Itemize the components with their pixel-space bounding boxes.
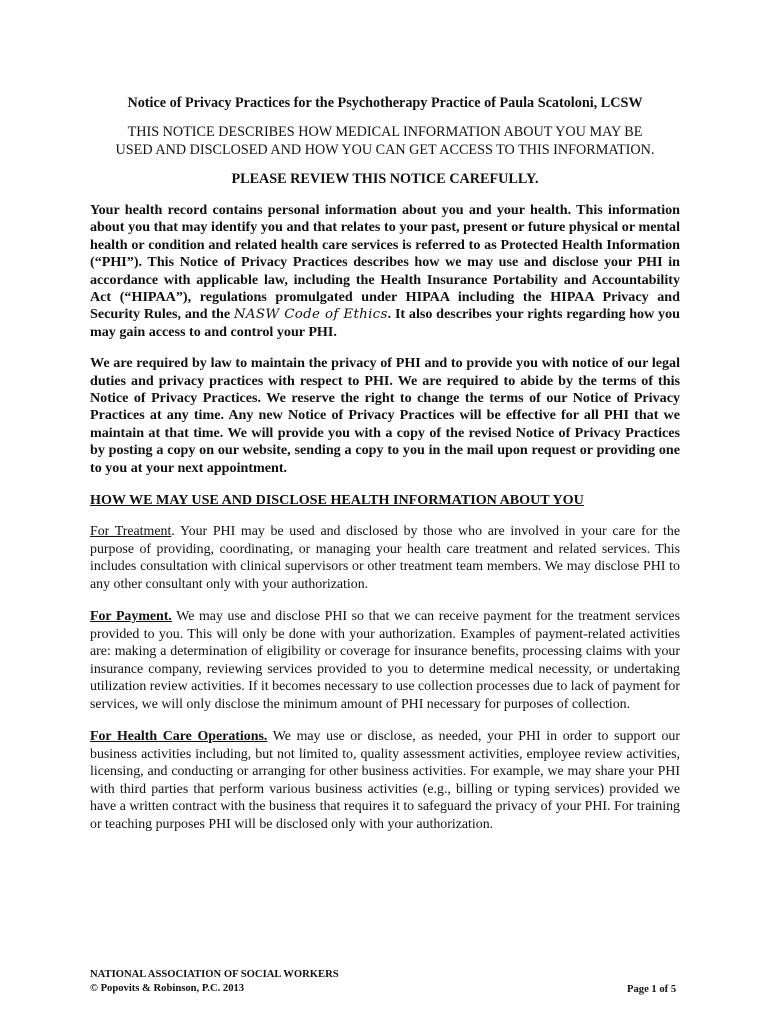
- payment-heading: For Payment.: [90, 609, 172, 625]
- document-body: [90, 94, 680, 848]
- payment-paragraph: [90, 608, 680, 713]
- operations-body: We may use or disclose, as needed, your PHI in order to support our business activities including, but not limited to, quality assessment activities, employee review activities, licensing, and conducting or arranging for other business activities. For example, we may share your PHI with third parties that perform various business activities (e.g., billing or typing services) provided we have a written contract with the business that requires it to safeguard the privacy of your PHI. For training or teaching purposes PHI will be disclosed only with your authorization.: [90, 729, 680, 832]
- document-title: Notice of Privacy Practices for the Psychotherapy Practice of Paula Scatoloni, LCSW: [127, 95, 643, 111]
- page-number: Page 1 of 5: [627, 984, 677, 995]
- review-instruction: PLEASE REVIEW THIS NOTICE CAREFULLY.: [231, 171, 539, 187]
- footer-credits: [90, 968, 339, 996]
- operations-heading: For Health Care Operations.: [90, 729, 268, 745]
- notice-statement: [90, 123, 680, 159]
- treatment-heading: For Treatment: [90, 524, 172, 540]
- notice-line-2: USED AND DISCLOSED AND HOW YOU CAN GET ACCESS TO THIS INFORMATION.: [115, 142, 655, 158]
- treatment-heading-period: .: [171, 524, 175, 540]
- intro-paragraph: [90, 202, 680, 341]
- footer-organization: NATIONAL ASSOCIATION OF SOCIAL WORKERS: [90, 969, 339, 980]
- treatment-paragraph: [90, 523, 680, 593]
- notice-line-1: THIS NOTICE DESCRIBES HOW MEDICAL INFORMATION ABOUT YOU MAY BE: [127, 124, 643, 140]
- nasw-code-of-ethics: NASW Code of Ethics: [233, 307, 388, 323]
- operations-paragraph: [90, 728, 680, 833]
- intro-text: Your health record contains personal information about you and your health. This information about you that may identify you and that relates to your past, present or future physical or mental health or condition and related health care services is referred to as Protected Health Information (“PHI”). This Notice of Privacy Practices describes how we may use and disclose your PHI in accordance with applicable law, including the Health Insurance Portability and Accountability Act (“HIPAA”), regulations promulgated under HIPAA including the HIPAA Privacy and Security Rules, and the: [90, 202, 680, 323]
- footer-copyright: © Popovits & Robinson, P.C. 2013: [90, 983, 245, 994]
- intro-text-end: . It also describes your rights regarding how you may gain access to and control your PHI.: [90, 306, 680, 340]
- payment-body: We may use and disclose PHI so that we can receive payment for the treatment services provided to you. This will only be done with your authorization. Examples of payment-related activities are: making a determination of eligibility or coverage for insurance benefits, processing claims with your insurance company, reviewing services provided to you to determine medical necessity, or undertaking utilization review activities. If it becomes necessary to use collection processes due to lack of payment for services, we will only disclose the minimum amount of PHI necessary for purposes of collection.: [90, 609, 680, 712]
- treatment-body: Your PHI may be used and disclosed by those who are involved in your care for the purpose of providing, coordinating, or managing your health care treatment and related services. This includes consultation with clinical supervisors or other treatment team members. We may disclose PHI to any other consultant only with your authorization.: [90, 524, 680, 592]
- section-heading: HOW WE MAY USE AND DISCLOSE HEALTH INFORMATION ABOUT YOU: [90, 492, 584, 509]
- legal-duties-paragraph: We are required by law to maintain the privacy of PHI and to provide you with notice of our legal duties and privacy practices with respect to PHI. We are required to abide by the terms of this Notice of Privacy Practices. We reserve the right to change the terms of our Notice of Privacy Practices at any time. Any new Notice of Privacy Practices will be effective for all PHI that we maintain at that time. We will provide you with a copy of the revised Notice of Privacy Practices by posting a copy on our website, sending a copy to you in the mail upon request or providing one to you at your next appointment.: [90, 355, 680, 476]
